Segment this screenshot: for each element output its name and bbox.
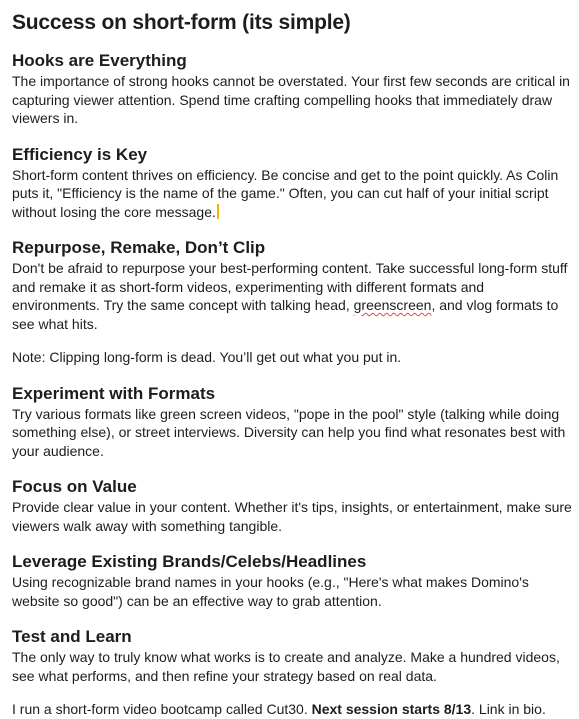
section-repurpose	[12, 237, 572, 333]
section-value	[12, 476, 572, 535]
section-body	[12, 259, 572, 333]
section-heading: Hooks are Everything	[12, 51, 187, 70]
section-leverage	[12, 551, 572, 610]
section-body: Provide clear value in your content. Whether it's tips, insights, or entertainment, make sure viewers walk away with something tangible.	[12, 499, 572, 534]
doc-title: Success on short-form (its simple)	[12, 11, 351, 34]
document	[12, 0, 572, 719]
section-body: The only way to truly know what works is to create and analyze. Make a hundred videos, see what performs, and then refine your strategy based on real data.	[12, 649, 560, 684]
section-heading: Repurpose, Remake, Don’t Clip	[12, 238, 266, 257]
section-body	[12, 166, 572, 222]
section-heading: Leverage Existing Brands/Celebs/Headlines	[12, 552, 367, 571]
note-paragraph: Note: Clipping long-form is dead. You’ll get out what you put in.	[12, 349, 402, 365]
section-heading: Efficiency is Key	[12, 144, 148, 164]
section-formats	[12, 383, 572, 461]
section-efficiency	[12, 144, 572, 222]
spellcheck-word[interactable]: greenscreen	[353, 297, 432, 313]
section-test	[12, 626, 572, 685]
section-body: Using recognizable brand names in your hooks (e.g., "Here's what makes Domino's website so good") can be an effective way to grab attention.	[12, 574, 529, 609]
section-body-text: , and vlog formats to see what hits.	[12, 297, 559, 332]
footer-bold: Next session starts 8/13	[311, 701, 472, 717]
text-cursor	[217, 204, 219, 219]
section-body-text: Don't be afraid to repurpose your best-performing content. Take successful long-form stuff and remake it as short-form videos, experimenting with different formats and environments. Try the same concept with talking head,	[12, 260, 568, 313]
section-heading: Focus on Value	[12, 477, 137, 496]
section-hooks	[12, 50, 572, 128]
footer-lead: I run a short-form video bootcamp called Cut30.	[12, 701, 312, 717]
footer-paragraph	[12, 700, 572, 719]
section-body-text: Short-form content thrives on efficiency. Be concise and get to the point quickly. As Colin puts it, "Efficiency is the name of the game." Often, you can cut half of your initial script without losing the core message.	[12, 166, 559, 220]
section-heading: Test and Learn	[12, 627, 132, 646]
section-heading: Experiment with Formats	[12, 383, 216, 403]
footer-tail: . Link in bio.	[471, 701, 546, 717]
section-body: Try various formats like green screen videos, "pope in the pool" style (talking while doing something else), or street interviews. Diversity can help you find what resonates best with your audience.	[12, 405, 566, 459]
section-body: The importance of strong hooks cannot be overstated. Your first few seconds are critical in capturing viewer attention. Spend time crafting compelling hooks that immediately draw viewers in.	[12, 73, 570, 126]
